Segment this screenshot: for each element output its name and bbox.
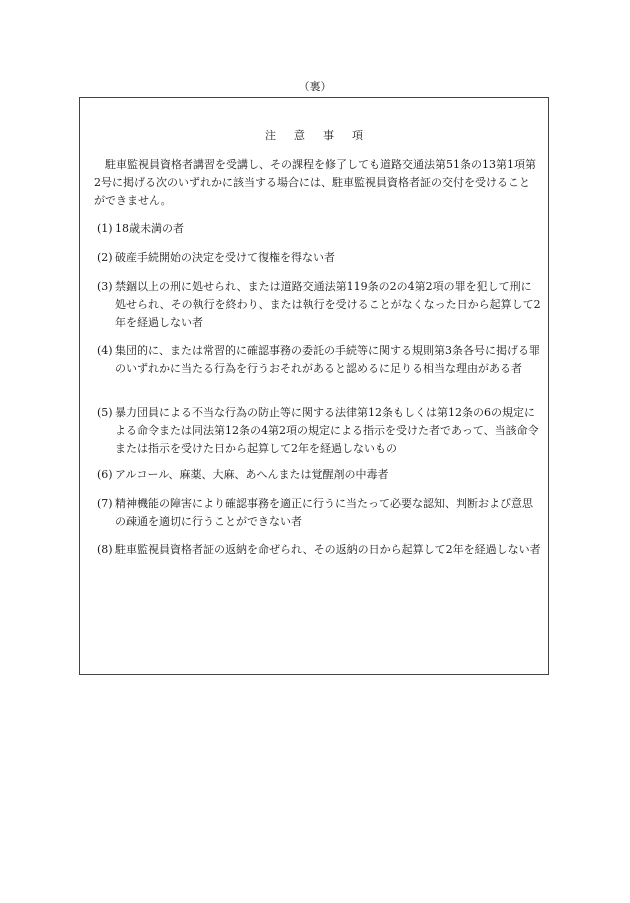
item-text: 破産手続開始の決定を受けて復権を得ない者 — [115, 251, 335, 264]
item-text: 精神機能の障害により確認事務を適正に行うに当たって必要な認知、判断および意思の疎通を適切に行うことができない者 — [115, 497, 533, 528]
list-item — [97, 495, 541, 531]
item-number: (6) — [97, 468, 113, 481]
item-text: 18歳未満の者 — [115, 222, 184, 235]
item-text: 集団的に、または常習的に確認事務の委託の手続等に関する規則第3条各号に掲げる罪のいずれかに当たる行為を行うおそれがあると認めるに足りる相当な理由がある者 — [115, 344, 540, 375]
item-number: (5) — [97, 406, 113, 419]
notice-frame — [79, 97, 549, 675]
intro-paragraph: 駐車監視員資格者講習を受講し、その課程を修了しても道路交通法第51条の13第1項第2号に掲げる次のいずれかに該当する場合には、駐車監視員資格者証の交付を受けることができません。 — [94, 158, 536, 207]
item-text: 暴力団員による不当な行為の防止等に関する法律第12条もしくは第12条の6の規定による命令または同法第12条の4第2項の規定による指示を受けた者であって、当該命令または指示を受けた日から起算して2年を経過しないもの — [115, 406, 539, 455]
list-item — [97, 220, 541, 238]
item-number: (1) — [97, 222, 113, 235]
item-number: (8) — [97, 543, 113, 556]
list-item — [97, 342, 541, 378]
item-number: (3) — [97, 280, 113, 293]
item-number: (2) — [97, 251, 113, 264]
list-item — [97, 541, 541, 559]
list-item — [97, 466, 541, 484]
item-number: (4) — [97, 344, 113, 357]
page-side-label: （裏） — [298, 80, 332, 93]
list-item — [97, 249, 541, 267]
list-item — [97, 278, 541, 332]
item-text: アルコール、麻薬、大麻、あへんまたは覚醒剤の中毒者 — [115, 468, 389, 481]
notice-heading: 注意事項 — [265, 129, 381, 142]
item-number: (7) — [97, 497, 113, 510]
item-text: 禁錮以上の刑に処せられ、または道路交通法第119条の2の4第2項の罪を犯して刑に処せられ、その執行を終わり、または執行を受けることがなくなった日から起算して2年を経過しない者 — [115, 280, 541, 329]
item-text: 駐車監視員資格者証の返納を命ぜられ、その返納の日から起算して2年を経過しない者 — [115, 543, 541, 556]
list-item — [97, 404, 541, 458]
